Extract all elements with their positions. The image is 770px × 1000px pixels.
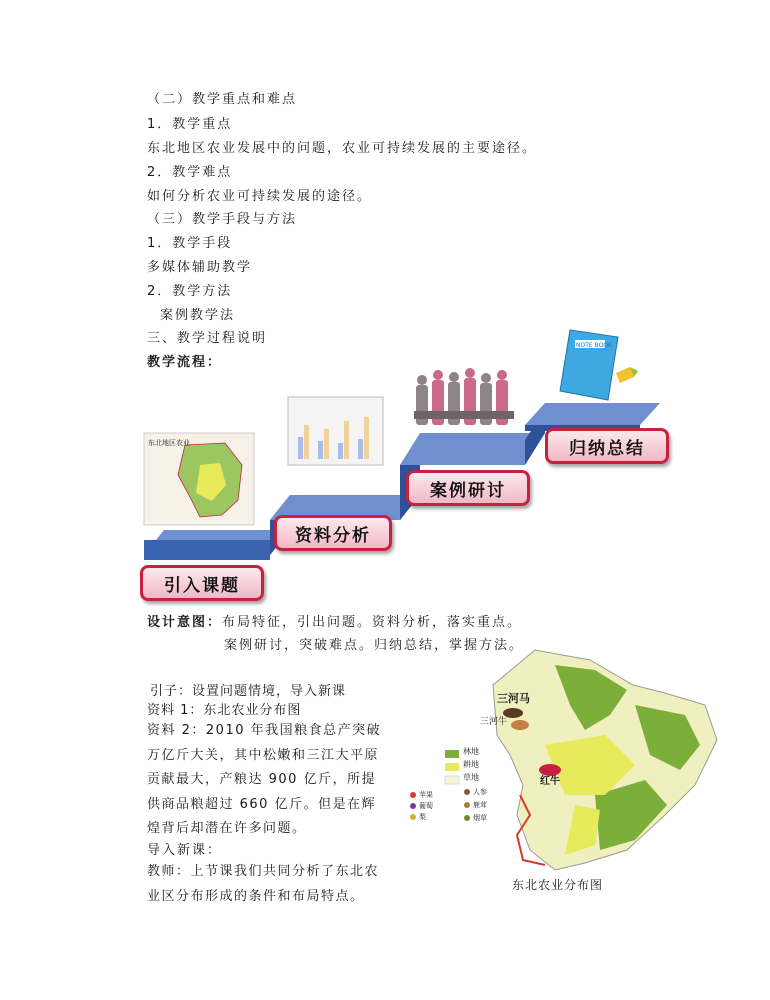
map-thumb-title: 东北地区农业 [148,439,190,447]
subheading-difficulty: 2．教学难点 [147,165,233,180]
intro-situation: 引子：设置问题情境，导入新课 [150,684,347,699]
subheading-key-point: 1．教学重点 [147,117,233,132]
map-graphic [405,645,725,885]
flow-title: 教学流程： [147,355,223,370]
section-heading-process: 三、教学过程说明 [147,331,268,346]
legend-ginseng: 人参 [473,788,487,796]
chart-thumbnail [288,397,383,465]
section-heading-key-points: （二）教学重点和难点 [147,92,298,107]
legend-apple: 苹果 [419,791,433,799]
legend-pear: 梨 [419,813,426,821]
design-intent-line-2: 案例研讨，突破难点。归纳总结，掌握方法。 [224,638,525,653]
material-2-paragraph: 资料 2：2010 年我国粮食总产突破万亿斤大关，其中松嫩和三江大平原贡献最大，产粮达 900 亿斤，所提供商品粮超过 660 亿斤。但是在辉煌背后却潜在许多问题。 [147,723,382,836]
notebook-graphic [560,330,638,400]
place-red-cattle: 红牛 [540,776,560,787]
new-lesson-lead: 导入新课： [147,843,223,858]
step-case-study: 案例研讨 [406,470,530,506]
map-thumbnail [144,433,254,525]
design-intent-label: 设计意图： [147,615,223,630]
difficulty-text: 如何分析农业可持续发展的途径。 [147,189,373,204]
legend-forest: 林地 [463,747,479,756]
subheading-method: 2．教学方法 [147,284,233,299]
material-1: 资料 1：东北农业分布图 [147,703,302,718]
step-summary: 归纳总结 [545,428,669,464]
design-intent-text-1: 布局特征，引出问题。资料分析，落实重点。 [222,615,523,630]
step-intro-topic: 引入课题 [140,565,264,601]
northeast-agriculture-map [405,645,725,885]
key-point-text: 东北地区农业发展中的问题，农业可持续发展的主要途径。 [147,141,538,156]
stair-step-4 [525,403,660,425]
legend-tobacco: 烟草 [473,814,487,822]
legend-farmland: 耕地 [463,760,479,769]
teacher-paragraph: 教师：上节课我们共同分析了东北农业区分布形成的条件和布局特点。 [147,864,380,904]
notebook-label: NOTE BOOK [576,342,612,349]
place-sanhe-horse: 三河马 [497,692,530,705]
stair-step-3 [400,433,545,465]
legend-grassland: 草地 [463,773,479,782]
subheading-means: 1．教学手段 [147,236,233,251]
teaching-flow-diagram [130,325,670,600]
means-text: 多媒体辅助教学 [147,260,253,275]
place-sanhe-cattle: 三河牛 [480,717,508,727]
step-data-analysis: 资料分析 [274,515,392,551]
map-caption: 东北农业分布图 [512,878,604,892]
design-intent-line-1 [147,614,522,632]
legend-antler: 鹿茸 [473,801,487,809]
section-heading-methods: （三）教学手段与方法 [147,212,298,227]
legend-grape: 葡萄 [419,802,433,810]
method-text: 案例教学法 [160,308,236,323]
discussion-people-graphic [414,368,514,425]
